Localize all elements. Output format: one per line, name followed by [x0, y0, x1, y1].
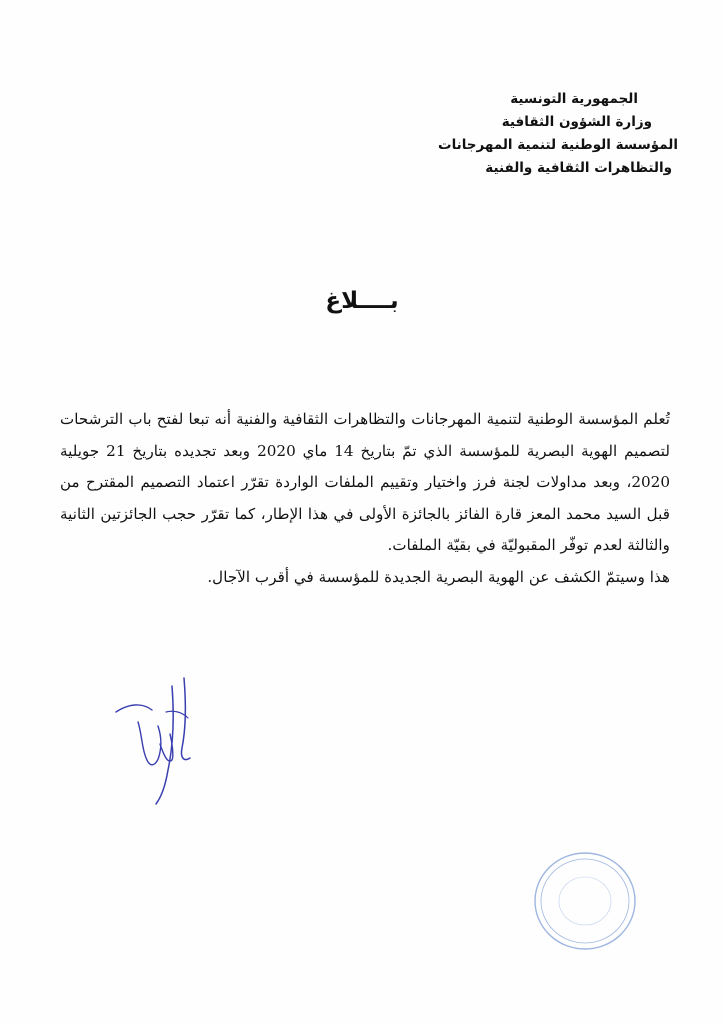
letterhead-country: الجمهورية التونسية: [510, 91, 638, 107]
body-paragraph-1: تُعلم المؤسسة الوطنية لتنمية المهرجانات والتظاهرات الثقافية والفنية أنه تبعا لفتح باب الترشحات لتصميم الهوية البصرية للمؤسسة الذي تمّ بتاريخ 14 ماي 2020 وبعد تجديده بتاريخ 21 جويلية 2020، وبعد مداولات لجنة فرز واختيار وتقييم الملفات الواردة تقرّر اعتماد التصميم المقترح من قبل السيد محمد المعز قارة الفائز بالجائزة الأولى في هذا الإطار، كما تقرّر حجب الجائزتين الثانية والثالثة لعدم توفّر المقبوليّة في بقيّة الملفات.: [60, 410, 670, 554]
letterhead-ministry: وزارة الشؤون الثقافية: [501, 114, 652, 130]
document-title: بــــلاغ: [325, 288, 399, 314]
official-stamp: [530, 848, 640, 954]
body-paragraph-2: هذا وسيتمّ الكشف عن الهوية البصرية الجديدة للمؤسسة في أقرب الآجال.: [207, 567, 670, 586]
letterhead-institution-cont: والتظاهرات الثقافية والفنية: [485, 160, 672, 176]
handwritten-signature: [108, 672, 218, 812]
letterhead-institution: المؤسسة الوطنية لتنمية المهرجانات: [438, 137, 678, 153]
document-body: [60, 404, 670, 593]
letterhead: [438, 88, 678, 180]
